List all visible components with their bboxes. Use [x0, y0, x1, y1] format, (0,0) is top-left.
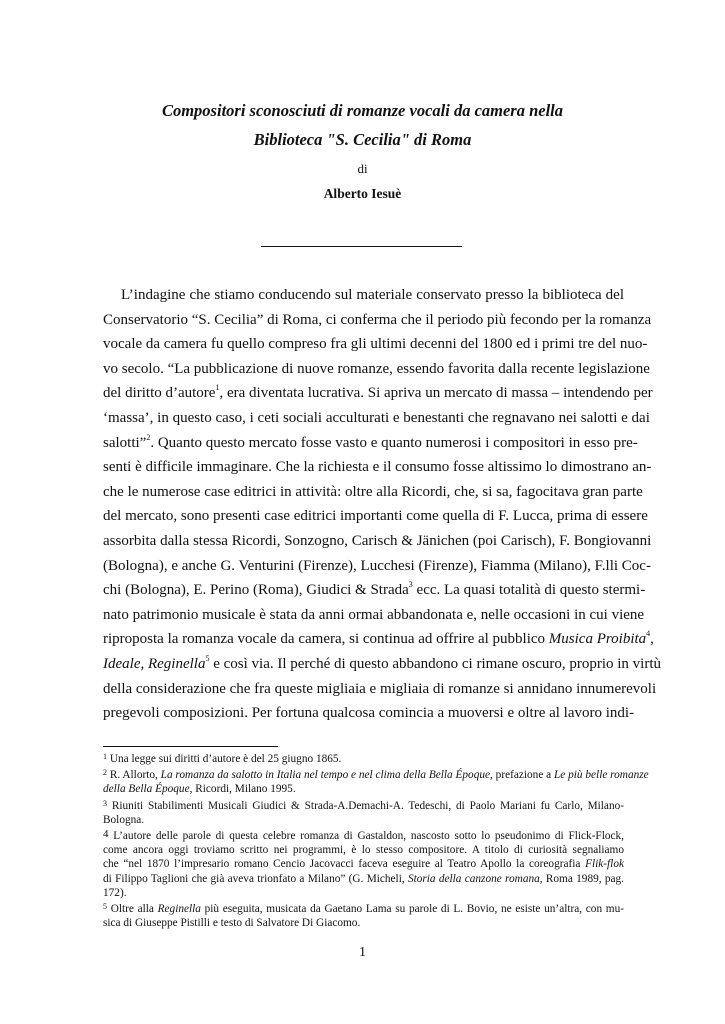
- body-line: riproposta la romanza vocale da camera, si continua ad offrire al pubblico Musica Proibita$^4$,: [103, 629, 654, 648]
- footnote-divider: [103, 746, 278, 747]
- body-line: Conservatorio “S. Cecilia” di Roma, ci conferma che il periodo più fecondo per la romanza: [103, 311, 652, 328]
- body-text: [103, 283, 662, 726]
- footnote-ref: 1: [215, 383, 220, 393]
- title-line-1: Compositori sconosciuti di romanze vocali da camera nella: [161, 101, 564, 120]
- author-name: Alberto Iesuè: [323, 186, 402, 201]
- body-line: L’indagine che stiamo conducendo sul materiale conservato presso la biblioteca del: [121, 287, 624, 303]
- footnote-4: 4 L’autore delle parole di questa celebre romanza di Gastaldon, nascosto sotto lo pseudonimo di Flick-Flock, come ancora oggi troviamo scritto nei programmi, è lo stesso compositore. A titolo di curiosità segnaliamo che “nel 1870 l’impresario romano Cencio Jacovacci faceva eseguire al Teatro Apollo la coreografia Flik-flok di Filippo Taglioni che già aveva trionfato a Milano” (G. Micheli, Storia della canzone romana, Roma 1989, pag. 172).: [103, 828, 624, 899]
- body-line: (Bologna), e anche G. Venturini (Firenze), Lucchesi (Firenze), Fiamma (Milano), F.lli Coc-: [103, 557, 651, 574]
- footnote-ref: 3: [408, 580, 413, 590]
- footnote-ref: 4: [646, 629, 651, 639]
- body-line: chi (Bologna), E. Perino (Roma), Giudici & Strada$^3$ ecc. La quasi totalità di questo stermi-: [103, 580, 646, 599]
- body-line: vocale da camera fu quello compreso fra gli ultimi decenni del 1800 ed i primi tre del nuo-: [103, 336, 648, 353]
- footnote-ref: 5: [205, 653, 210, 663]
- body-line: nato patrimonio musicale è stata da anni ormai abbandonata e, nelle occasioni in cui viene: [103, 606, 645, 623]
- footnote-3: $^3$ Riuniti Stabilimenti Musicali Giudici & Strada-A.Demachi-A. Tedeschi, di Paolo Mariani fu Carlo, Milano- Bologna.: [103, 798, 624, 826]
- footnote-5: $^5$ Oltre alla Reginella più eseguita, musicata da Gaetano Lama su parole di L. Bovio, ne esiste un’altra, con mu- sica di Giuseppe Pistilli e testo di Salvatore Di Giacomo.: [103, 902, 624, 930]
- body-line: del mercato, sono presenti case editrici importanti come quella di F. Lucca, prima di essere: [103, 508, 648, 525]
- title-ideale: Ideale: [103, 655, 141, 672]
- footnotes: [103, 750, 649, 930]
- title-musica-proibita: Musica Proibita: [548, 631, 647, 648]
- body-line: salotti”$^2$. Quanto questo mercato fosse vasto e quanto numerosi i compositori in esso pre-: [103, 432, 638, 451]
- body-line: del diritto d’autore$^1$, era diventata lucrativa. Si apriva un mercato di massa – intendendo per: [103, 383, 653, 402]
- body-line: della considerazione che fra queste migliaia e migliaia di romanze si annidano innumerevoli: [103, 680, 657, 697]
- body-line: assorbita dalla stessa Ricordi, Sonzogno, Carisch & Jänichen (poi Carisch), F. Bongiovanni: [103, 532, 652, 549]
- title-reginella: Reginella: [147, 655, 206, 672]
- body-line: ‘massa’, in questo caso, i ceti sociali acculturati e benestanti che regnavano nei salotti e dai: [103, 409, 650, 426]
- body-line: pregevoli composizioni. Per fortuna qualcosa comincia a muoversi e oltre al lavoro indi-: [103, 705, 635, 722]
- byline-di: di: [357, 161, 368, 176]
- title-divider: [261, 246, 462, 247]
- footnote-2: $^2$ R. Allorto, La romanza da salotto in Italia nel tempo e nel clima della Bella Époque, prefazione a Le più belle romanze della Bella Époque, Ricordi, Milano 1995.: [103, 768, 649, 796]
- body-line: senti è difficile immaginare. Che la richiesta e il consumo fosse altissimo lo dimostrano an-: [103, 459, 652, 476]
- footnote-1: $^1$ Una legge sui diritti d’autore è del 25 giugno 1865.: [103, 752, 342, 765]
- title-line-2: Biblioteca "S. Cecilia" di Roma: [253, 130, 472, 149]
- body-line: vo secolo. “La pubblicazione di nuove romanze, essendo favorita dalla recente legislazione: [103, 360, 650, 377]
- body-line: Ideale, Reginella$^5$ e così via. Il perché di questo abbandono ci rimane oscuro, proprio in virtù: [103, 653, 662, 672]
- body-line: che le numerose case editrici in attività: oltre alla Ricordi, che, si sa, fagocitava gran parte: [103, 483, 643, 500]
- page-number: 1: [359, 945, 366, 960]
- footnote-ref: 2: [146, 432, 151, 442]
